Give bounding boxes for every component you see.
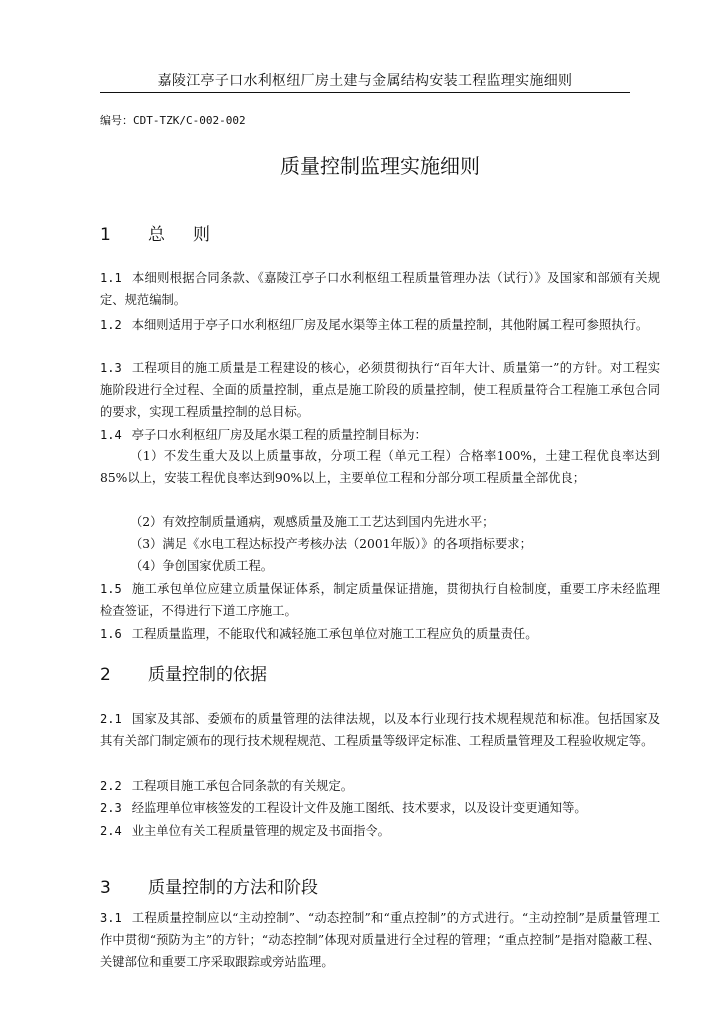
section-heading-1 [100, 220, 238, 245]
clause-2-1 [100, 708, 660, 752]
clause-1-5 [100, 578, 660, 622]
clause-text: （4）争创国家优质工程。 [130, 559, 274, 573]
clause-1-4-item-3 [100, 533, 660, 555]
clause-text: （1）不发生重大及以上质量事故，分项工程（单元工程）合格率100%，土建工程优良率达到85%以上，安装工程优良率达到90%以上，主要单位工程和分部分项工程质量全部优良； [100, 449, 660, 485]
clause-1-6 [100, 623, 660, 645]
document-number: 编号：CDT-TZK/C-002-002 [100, 114, 246, 127]
clause-text: 施工承包单位应建立质量保证体系，制定质量保证措施，贯彻执行自检制度，重要工序未经监理检查签证，不得进行下道工序施工。 [100, 582, 660, 618]
clause-2-2 [100, 775, 660, 797]
clause-text: （3）满足《水电工程达标投产考核办法（2001年版）》的各项指标要求； [130, 537, 532, 551]
clause-number: 1.6 [100, 627, 122, 641]
clause-number: 1.3 [100, 361, 122, 375]
clause-1-1 [100, 267, 660, 311]
clause-text: 工程项目施工承包合同条款的有关规定。 [131, 779, 354, 793]
clause-1-2 [100, 314, 660, 336]
clause-text: 亭子口水利枢纽厂房及尾水渠工程的质量控制目标为： [131, 428, 427, 442]
running-header-title: 嘉陵江亭子口水利枢纽厂房土建与金属结构安装工程监理实施细则 [157, 73, 573, 89]
clause-text: 国家及其部、委颁布的质量管理的法律法规，以及本行业现行技术规程规范和标准。包括国家及其有关部门制定颁布的现行技术规程规范、工程质量等级评定标准、工程质量管理及工程验收规定等。 [100, 712, 660, 748]
clause-text: 本细则适用于亭子口水利枢纽厂房及尾水渠等主体工程的质量控制，其他附属工程可参照执行。 [131, 318, 649, 332]
clause-number: 2.1 [100, 712, 122, 726]
clause-number: 1.2 [100, 318, 122, 332]
clause-text: （2）有效控制质量通病，观感质量及施工工艺达到国内先进水平； [130, 515, 495, 529]
clause-1-4-item-2 [100, 511, 660, 533]
clause-number: 2.4 [100, 824, 122, 838]
section-title: 总则 [148, 225, 238, 245]
clause-3-1 [100, 907, 660, 973]
clause-number: 1.1 [100, 271, 122, 285]
clause-number: 3.1 [100, 911, 122, 925]
section-title: 质量控制的依据 [148, 665, 267, 685]
clause-1-4 [100, 424, 660, 446]
section-title: 质量控制的方法和阶段 [148, 878, 318, 898]
clause-text: 工程质量控制应以“主动控制”、“动态控制”和“重点控制”的方式进行。“主动控制”是质量管理工作中贯彻“预防为主”的方针；“动态控制”体现对质量进行全过程的管理；“重点控制”是指对隐蔽工程、关键部位和重要工序采取跟踪或旁站监理。 [100, 911, 660, 969]
clause-text: 业主单位有关工程质量管理的规定及书面指令。 [131, 824, 390, 838]
clause-text: 工程项目的施工质量是工程建设的核心，必须贯彻执行“百年大计、质量第一”的方针。对工程实施阶段进行全过程、全面的质量控制，重点是施工阶段的质量控制，使工程质量符合工程施工承包合同的要求，实现工程质量控制的总目标。 [100, 361, 660, 419]
clause-number: 2.3 [100, 801, 122, 815]
document-title: 质量控制监理实施细则 [280, 154, 480, 178]
section-number: 2 [100, 665, 111, 685]
section-heading-2 [100, 660, 267, 685]
clause-text: 本细则根据合同条款、《嘉陵江亭子口水利枢纽工程质量管理办法（试行）》及国家和部颁有关规定、规范编制。 [100, 271, 660, 307]
clause-1-3 [100, 357, 660, 423]
clause-number: 1.4 [100, 428, 122, 442]
clause-2-4 [100, 820, 660, 842]
clause-1-4-item-1 [100, 445, 660, 489]
section-heading-3 [100, 873, 318, 898]
clause-number: 2.2 [100, 779, 122, 793]
clause-2-3 [100, 797, 660, 819]
clause-1-4-item-4 [100, 555, 660, 577]
section-number: 1 [100, 225, 111, 245]
clause-text: 工程质量监理，不能取代和减轻施工承包单位对施工工程应负的质量责任。 [131, 627, 538, 641]
clause-number: 1.5 [100, 582, 122, 596]
clause-text: 经监理单位审核签发的工程设计文件及施工图纸、技术要求，以及设计变更通知等。 [131, 801, 587, 815]
header-rule [100, 92, 630, 93]
section-number: 3 [100, 878, 111, 898]
